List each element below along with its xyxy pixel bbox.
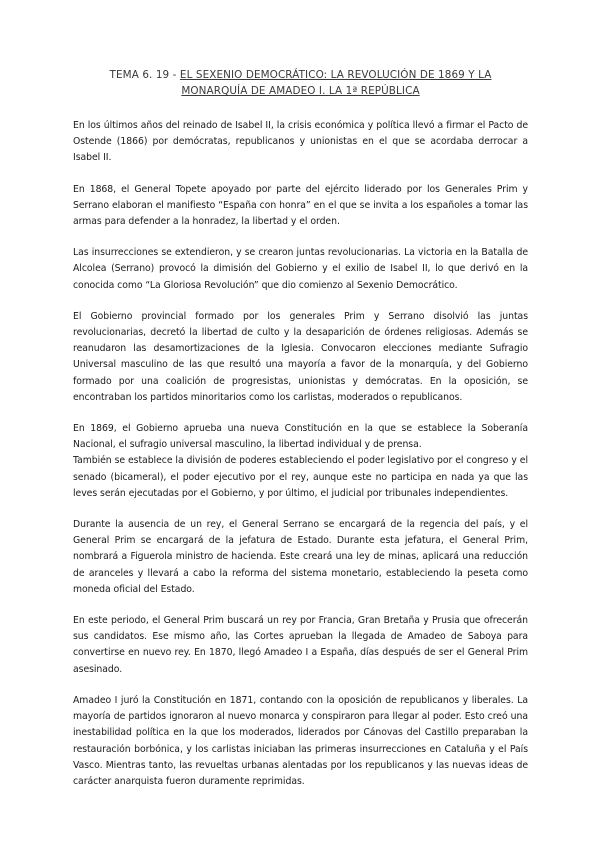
paragraph-regencia-serrano: Durante la ausencia de un rey, el General Serrano se encargará de la regencia del país, y el General Prim se encargará de la jefatura de Estado. Durante esta jefatura, el General Prim, nombrará a Figuerola ministro de hacienda. Este creará una ley de minas, aplicará una reducción de aranceles y llevará a cabo la reforma del sistema monetario, estableciendo la peseta como moneda oficial del Estado. bbox=[73, 519, 528, 595]
paragraph-general-topete: En 1868, el General Topete apoyado por parte del ejército liderado por los Generales Prim y Serrano elaboran el manifiesto “España con honra” en el que se invita a los españoles a tomar las armas para defender a la honradez, la libertad y el orden. bbox=[73, 183, 528, 228]
paragraph-busqueda-rey: En este periodo, el General Prim buscará un rey por Francia, Gran Bretaña y Prusia que ofrecerán sus candidatos. Ese mismo año, las Cortes aprueban la llegada de Amadeo de Saboya para convertirse en nuevo rey. En 1870, llegó Amadeo I a España, días después de ser el General Prim asesinado. bbox=[73, 615, 528, 675]
paragraph-division-poderes: También se establece la división de poderes estableciendo el poder legislativo por el congreso y el senado (bicameral), el poder ejecutivo por el rey, aunque este no participa en nada ya que las leves serán ejecutadas por el Gobierno, y por último, el judicial por tribunales independientes. bbox=[73, 455, 528, 499]
paragraph-constitucion-1869: En 1869, el Gobierno aprueba una nueva Constitución en la que se establece la Soberanía Nacional, el sufragio universal masculino, la libertad individual y de prensa. bbox=[73, 423, 528, 451]
paragraph-pacto-ostende: En los últimos años del reinado de Isabel II, la crisis económica y política llevó a firmar el Pacto de Ostende (1866) por demócratas, republicanos y unionistas en el que se acordaba derrocar a Isabel II. bbox=[73, 120, 528, 164]
document-title bbox=[73, 67, 528, 99]
paragraph-insurrecciones: Las insurrecciones se extendieron, y se crearon juntas revolucionarias. La victoria en la Batalla de Alcolea (Serrano) provocó la dimisión del Gobierno y el exilio de Isabel II, lo que derivó en la conocida como “La Gloriosa Revolución” que dio comienzo al Sexenio Democrático. bbox=[73, 247, 528, 291]
paragraph-amadeo-i: Amadeo I juró la Constitución en 1871, contando con la oposición de republicanos y liberales. La mayoría de partidos ignoraron al nuevo monarca y conspiraron para llegar al poder. Esto creó una inestabilidad política en la que los moderados, liderados por Cánovas del Castillo preparaban la restauración borbónica, y los carlistas iniciaban las primeras insurrecciones en Cataluña y el País Vasco. Mientras tanto, las revueltas urbanas alentadas por los republicanos y las nuevas ideas de carácter anarquista fueron duramente reprimidas. bbox=[73, 694, 528, 787]
title-underlined: EL SEXENIO DEMOCRÁTICO: LA REVOLUCIÓN DE 1869 Y LA MONARQUÍA DE AMADEO I. LA 1ª REPÚBLICA bbox=[179, 69, 492, 97]
paragraph-gobierno-provincial: El Gobierno provincial formado por los generales Prim y Serrano disolvió las juntas revolucionarias, decretó la libertad de culto y la desaparición de órdenes religiosas. Además se reanudaron las desamortizaciones de la Iglesia. Convocaron elecciones mediante Sufragio Universal masculino de las que resultó una mayoría a favor de la monarquía, y del Gobierno formado por una coalición de progresistas, unionistas y demócratas. En la oposición, se encontraban los partidos minoritarios como los carlistas, moderados o republicanos. bbox=[73, 310, 528, 403]
title-prefix: TEMA 6. 19 - bbox=[109, 69, 180, 81]
